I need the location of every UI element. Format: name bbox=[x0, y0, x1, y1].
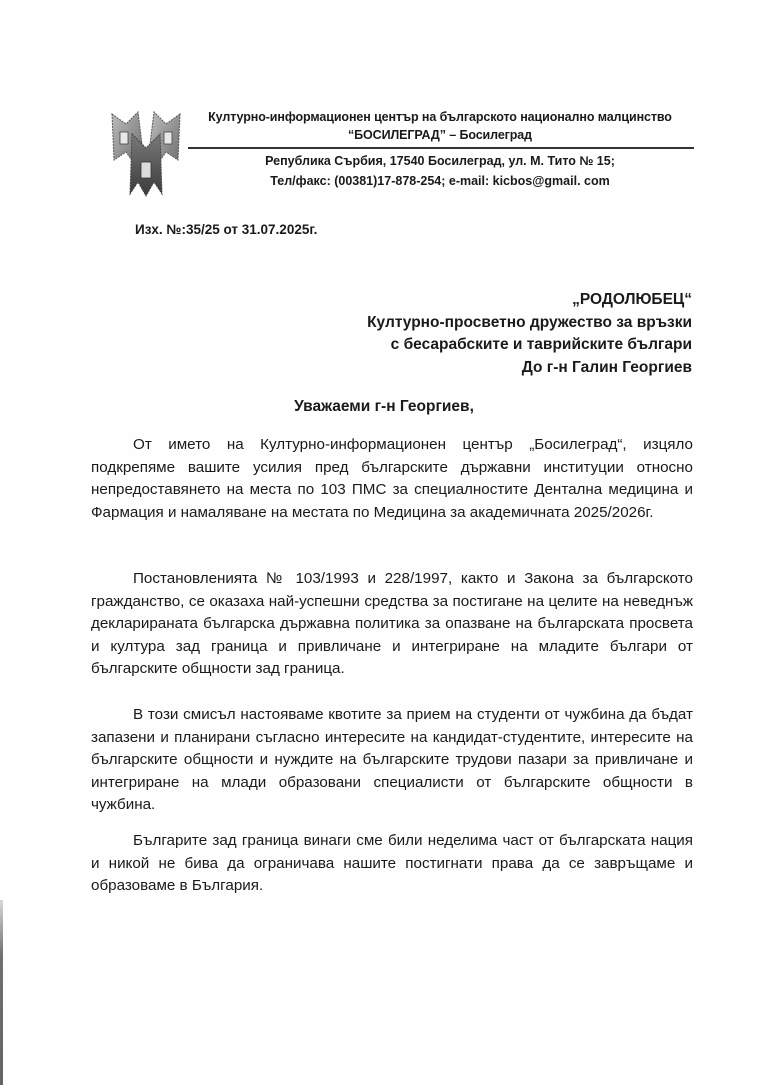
recipient-block bbox=[367, 289, 692, 379]
body-paragraph-3: В този смисъл настояваме квотите за прием на студенти от чужбина да бъдат запазени и планирани съгласно интересите на кандидат-студентите, интересите на българските общности и нуждите на българските трудови пазари за привличане и интегриране на млади образовани специалисти от българските общности в чужбина. bbox=[91, 706, 693, 814]
body-paragraph-4: Българите зад граница винаги сме били неделима част от българската нация и никой не бива да ограничава нашите постигнати права да се завръщаме и образоваме в България. bbox=[91, 832, 693, 895]
letterhead-divider bbox=[188, 147, 694, 149]
recipient-person: До г-н Галин Георгиев bbox=[521, 358, 692, 376]
body-paragraph-1: От името на Културно-информационен център „Босилеград“, изцяло подкрепяме вашите усилия пред българските държавни институции относно непредоставянето на места по 103 ПМС за специалностите Дентална медицина и Фармация и намаляване на местата по Медицина за академичната 2025/2026г. bbox=[91, 436, 693, 521]
reference-number: Изх. №:35/25 от 31.07.2025г. bbox=[135, 222, 318, 237]
recipient-org-description-2: с бесарабските и таврийските българи bbox=[390, 336, 692, 353]
recipient-org-name: „РОДОЛЮБЕЦ“ bbox=[572, 291, 692, 308]
body-paragraph-2: Постановленията № 103/1993 и 228/1997, както и Закона за българското гражданство, се оказаха най-успешни средства за постигане на целите на неведнъж декларираната българска държавна политика за опазване на българската просвета и култура зад граница и привличане и интегриране на младите българи от българските общности зад граница. bbox=[91, 570, 693, 678]
organization-phone-email: Тел/факс: (00381)17-878-254; e-mail: kicbos@gmail. com bbox=[270, 174, 610, 188]
organization-contact bbox=[190, 151, 690, 191]
scan-edge-shadow bbox=[0, 900, 3, 1085]
organization-emblem-icon bbox=[108, 104, 184, 200]
recipient-org-description-1: Културно-просветно дружество за връзки bbox=[367, 313, 692, 331]
organization-name bbox=[190, 108, 690, 144]
organization-name-line-2: “БОСИЛЕГРАД” – Босилеград bbox=[348, 128, 532, 142]
salutation: Уважаеми г-н Георгиев, bbox=[294, 398, 474, 415]
organization-address: Република Сърбия, 17540 Босилеград, ул. М. Тито № 15; bbox=[265, 154, 615, 168]
organization-name-line-1: Културно-информационен център на българското национално малцинство bbox=[208, 110, 672, 124]
